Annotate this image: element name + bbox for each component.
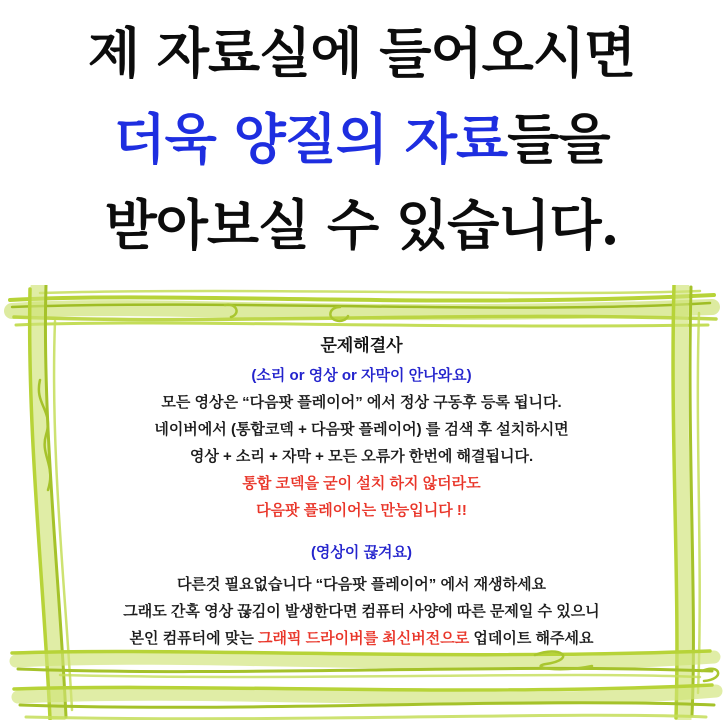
section2-heading: (영상이 끊겨요) (310, 544, 413, 561)
section2-line-3-suffix: 업데이트 해주세요 (469, 630, 594, 647)
section1-line-2: 네이버에서 (통합코덱 + 다음팟 플레이어) 를 검색 후 설치하시면 (154, 421, 569, 438)
notice-box (70, 331, 653, 658)
headline-line-1: 제 자료실에 들어오시면 (87, 21, 636, 85)
section1-line-3: 영상 + 소리 + 자막 + 모든 오류가 한번에 해결됩니다. (189, 448, 534, 465)
headline-line-3: 받아보실 수 있습니다. (104, 193, 619, 257)
section2-line-1: 다른것 필요없습니다 “다음팟 플레이어” 에서 재생하세요 (176, 576, 547, 593)
headline-line-2-rest: 들을 (507, 107, 610, 171)
section1-warning-2: 다음팟 플레이어는 만능입니다 !! (256, 502, 467, 519)
notice-title: 문제해결사 (320, 336, 403, 355)
section1-line-1: 모든 영상은 “다음팟 플레이어” 에서 정상 구동후 등록 됩니다. (161, 394, 562, 411)
section2-line-3-highlight: 그래픽 드라이버를 최신버전으로 (257, 630, 470, 647)
headline-line-2-accent: 더욱 양질의 자료 (113, 107, 508, 171)
section1-heading: (소리 or 영상 or 자막이 안나와요) (251, 367, 472, 384)
section2-line-2: 그래도 간혹 영상 끊김이 발생한다면 컴퓨터 사양에 따른 문제일 수 있으니 (123, 603, 600, 620)
section2-line-3 (70, 631, 653, 647)
headline (0, 10, 723, 268)
section2-line-3-prefix: 본인 컴퓨터에 맞는 (129, 630, 258, 647)
headline-line-2 (0, 96, 723, 182)
section1-warning-1: 통합 코덱을 굳이 설치 하지 않더라도 (242, 475, 481, 492)
